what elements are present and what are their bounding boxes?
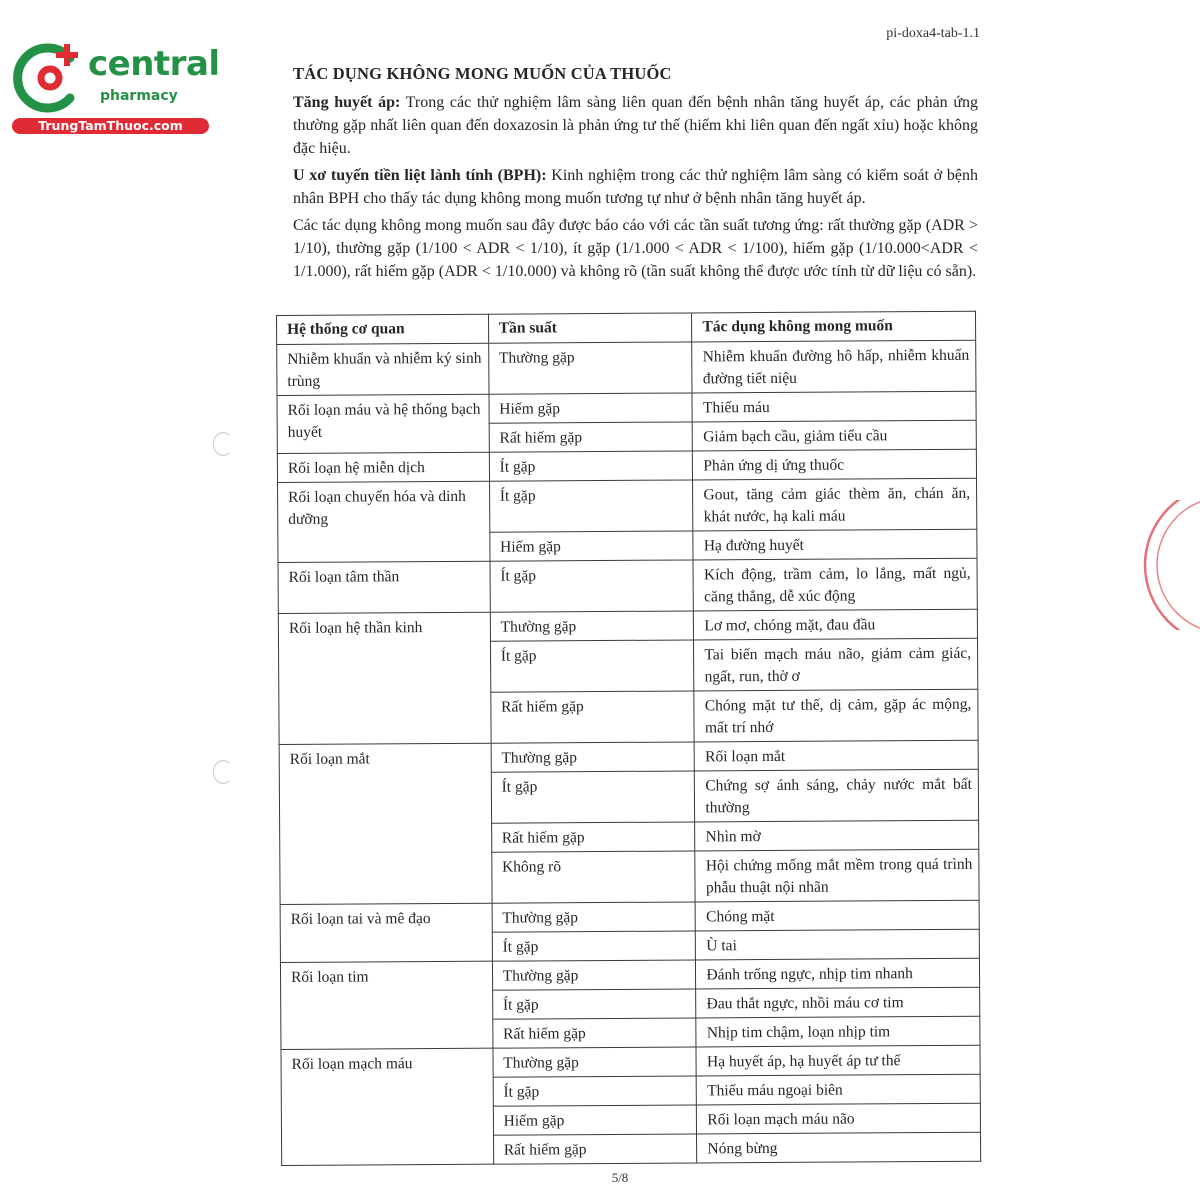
adverse-effects-table [276, 311, 981, 1166]
logo-mark-icon [12, 38, 92, 118]
frequency-cell: Ít gặp [491, 771, 695, 823]
brand-url[interactable]: TrungTamThuoc.com [12, 118, 209, 134]
table-body [277, 340, 981, 1165]
frequency-cell: Thường gặp [493, 1047, 697, 1077]
stamp-seal-icon [1130, 500, 1200, 630]
adverse-effect-cell: Nóng bừng [697, 1132, 981, 1163]
frequency-cell: Thường gặp [492, 960, 696, 990]
page-number: 5/8 [611, 1170, 629, 1185]
frequency-cell: Rất hiếm gặp [491, 822, 695, 852]
adverse-effect-cell: Chóng mặt [696, 900, 980, 931]
frequency-cell: Rất hiếm gặp [493, 1134, 697, 1164]
paragraph-text: Trong các thử nghiệm lâm sàng liên quan đến bệnh nhân tăng huyết áp, các phản ứng thường gặp nhất liên quan đến doxazosin là phản ứng tư thế (hiếm khi liên quan đến ngất xỉu) hoặc không đặc hiệu. [293, 94, 979, 157]
adverse-effect-cell: Hạ huyết áp, hạ huyết áp tư thế [696, 1045, 980, 1076]
table-header [277, 311, 976, 344]
table-row [278, 558, 977, 613]
table-row [281, 1045, 980, 1078]
frequency-cell: Rất hiếm gặp [491, 691, 695, 743]
frequency-cell: Ít gặp [490, 560, 694, 612]
frequency-cell: Thường gặp [491, 742, 695, 772]
frequency-cell: Rất hiếm gặp [489, 422, 693, 452]
frequency-cell: Thường gặp [492, 902, 696, 932]
organ-system-cell: Rối loạn chuyển hóa và dinh dưỡng [278, 481, 490, 562]
adverse-effect-cell: Rối loạn mắt [695, 740, 979, 771]
organ-system-cell: Nhiễm khuẩn và nhiễm ký sinh trùng [277, 343, 489, 395]
paragraph-hypertension [293, 91, 978, 160]
frequency-cell: Hiếm gặp [493, 1105, 697, 1135]
table-row [278, 609, 977, 642]
paragraph-bph [293, 164, 978, 210]
adverse-effect-cell: Nhiễm khuẩn đường hô hấp, nhiễm khuẩn đường tiết niệu [692, 340, 976, 393]
table-row [277, 449, 976, 482]
adverse-effect-cell: Lơ mơ, chóng mặt, đau đầu [694, 609, 978, 640]
adverse-effect-cell: Gout, tăng cảm giác thèm ăn, chán ăn, khát nước, hạ kali máu [693, 478, 977, 531]
pharmacy-logo[interactable] [12, 38, 220, 138]
organ-system-cell: Rối loạn mắt [279, 743, 492, 904]
organ-system-cell: Rối loạn tim [280, 961, 492, 1049]
header-organ-system: Hệ thống cơ quan [277, 314, 489, 344]
adverse-effect-cell: Tai biến mạch máu não, giảm cảm giác, ngất, run, thờ ơ [694, 638, 978, 691]
paragraph-label: Tăng huyết áp: [293, 94, 401, 111]
brand-subtitle: pharmacy [100, 88, 178, 104]
adverse-effect-cell: Phản ứng dị ứng thuốc [693, 449, 977, 480]
frequency-cell: Ít gặp [489, 480, 693, 532]
frequency-cell: Thường gặp [490, 611, 694, 641]
organ-system-cell: Rối loạn hệ thần kinh [278, 612, 490, 744]
adverse-effect-cell: Nhìn mờ [695, 820, 979, 851]
table-row [277, 340, 976, 395]
frequency-cell: Ít gặp [492, 931, 696, 961]
adverse-effect-cell: Hạ đường huyết [693, 529, 977, 560]
punch-hole-mark [213, 432, 233, 456]
table-row [280, 958, 979, 991]
adverse-effect-cell: Ù tai [696, 929, 980, 960]
adverse-effect-cell: Thiếu máu [692, 391, 976, 422]
adverse-effect-cell: Kích động, trầm cảm, lo lắng, mất ngủ, căng thẳng, dễ xúc động [693, 558, 977, 611]
adverse-effect-cell: Rối loạn mạch máu não [697, 1103, 981, 1134]
adverse-effect-cell: Đánh trống ngực, nhịp tim nhanh [696, 958, 980, 989]
header-adverse-effect: Tác dụng không mong muốn [692, 311, 976, 342]
frequency-cell: Thường gặp [488, 342, 692, 394]
document-code: pi-doxa4-tab-1.1 [886, 26, 980, 41]
adverse-effect-cell: Chóng mặt tư thế, dị cảm, gặp ác mộng, mất trí nhớ [694, 689, 978, 742]
frequency-cell: Ít gặp [490, 640, 694, 692]
frequency-cell: Rất hiếm gặp [493, 1018, 697, 1048]
adverse-effect-cell: Chứng sợ ánh sáng, chảy nước mắt bất thường [695, 769, 979, 822]
paragraph-text: Kinh nghiệm trong các thử nghiệm lâm sàng có kiểm soát ở bệnh nhân BPH cho thấy tác dụng không mong muốn tương tự như ở bệnh nhân tăng huyết áp. [293, 167, 978, 207]
frequency-cell: Hiếm gặp [490, 531, 694, 561]
table-header-row [277, 311, 976, 344]
adverse-effect-cell: Giảm bạch cầu, giảm tiểu cầu [693, 420, 977, 451]
table-row [277, 391, 976, 424]
table-row [279, 740, 978, 773]
table-row [280, 900, 979, 933]
frequency-cell: Ít gặp [492, 989, 696, 1019]
organ-system-cell: Rối loạn hệ miễn dịch [277, 452, 489, 482]
brand-name: central [88, 44, 220, 84]
table-row [278, 478, 977, 533]
frequency-cell: Hiếm gặp [489, 393, 693, 423]
adverse-effect-cell: Hội chứng mống mắt mềm trong quá trình phẫu thuật nội nhãn [695, 849, 979, 902]
red-stamp [1130, 500, 1200, 630]
organ-system-cell: Rối loạn tai và mê đạo [280, 903, 492, 962]
organ-system-cell: Rối loạn mạch máu [281, 1048, 493, 1165]
document-body [290, 62, 978, 287]
adverse-effect-cell: Thiếu máu ngoại biên [697, 1074, 981, 1105]
adverse-effect-cell: Nhịp tim chậm, loạn nhịp tim [696, 1016, 980, 1047]
frequency-cell: Ít gặp [493, 1076, 697, 1106]
paragraph-frequency: Các tác dụng không mong muốn sau đây được báo cáo với các tần suất tương ứng: rất thường gặp (ADR > 1/10), thường gặp (1/100 < ADR < 1/10), ít gặp (1/1.000 < ADR < 1/100), hiếm gặp (1/10.000<ADR < 1/1.000), rất hiếm gặp (ADR < 1/10.000) và không rõ (tần suất không thể được ước tính từ dữ liệu có sẵn). [293, 217, 978, 280]
adverse-effect-cell: Đau thắt ngực, nhồi máu cơ tim [696, 987, 980, 1018]
organ-system-cell: Rối loạn tâm thần [278, 561, 490, 613]
frequency-cell: Không rõ [491, 851, 695, 903]
organ-system-cell: Rối loạn máu và hệ thống bạch huyết [277, 394, 489, 453]
punch-hole-mark [213, 760, 233, 784]
frequency-cell: Ít gặp [489, 451, 693, 481]
paragraph-label: U xơ tuyến tiền liệt lành tính (BPH): [293, 167, 547, 184]
section-title: TÁC DỤNG KHÔNG MONG MUỐN CỦA THUỐC [293, 64, 672, 83]
header-frequency: Tần suất [488, 313, 692, 343]
